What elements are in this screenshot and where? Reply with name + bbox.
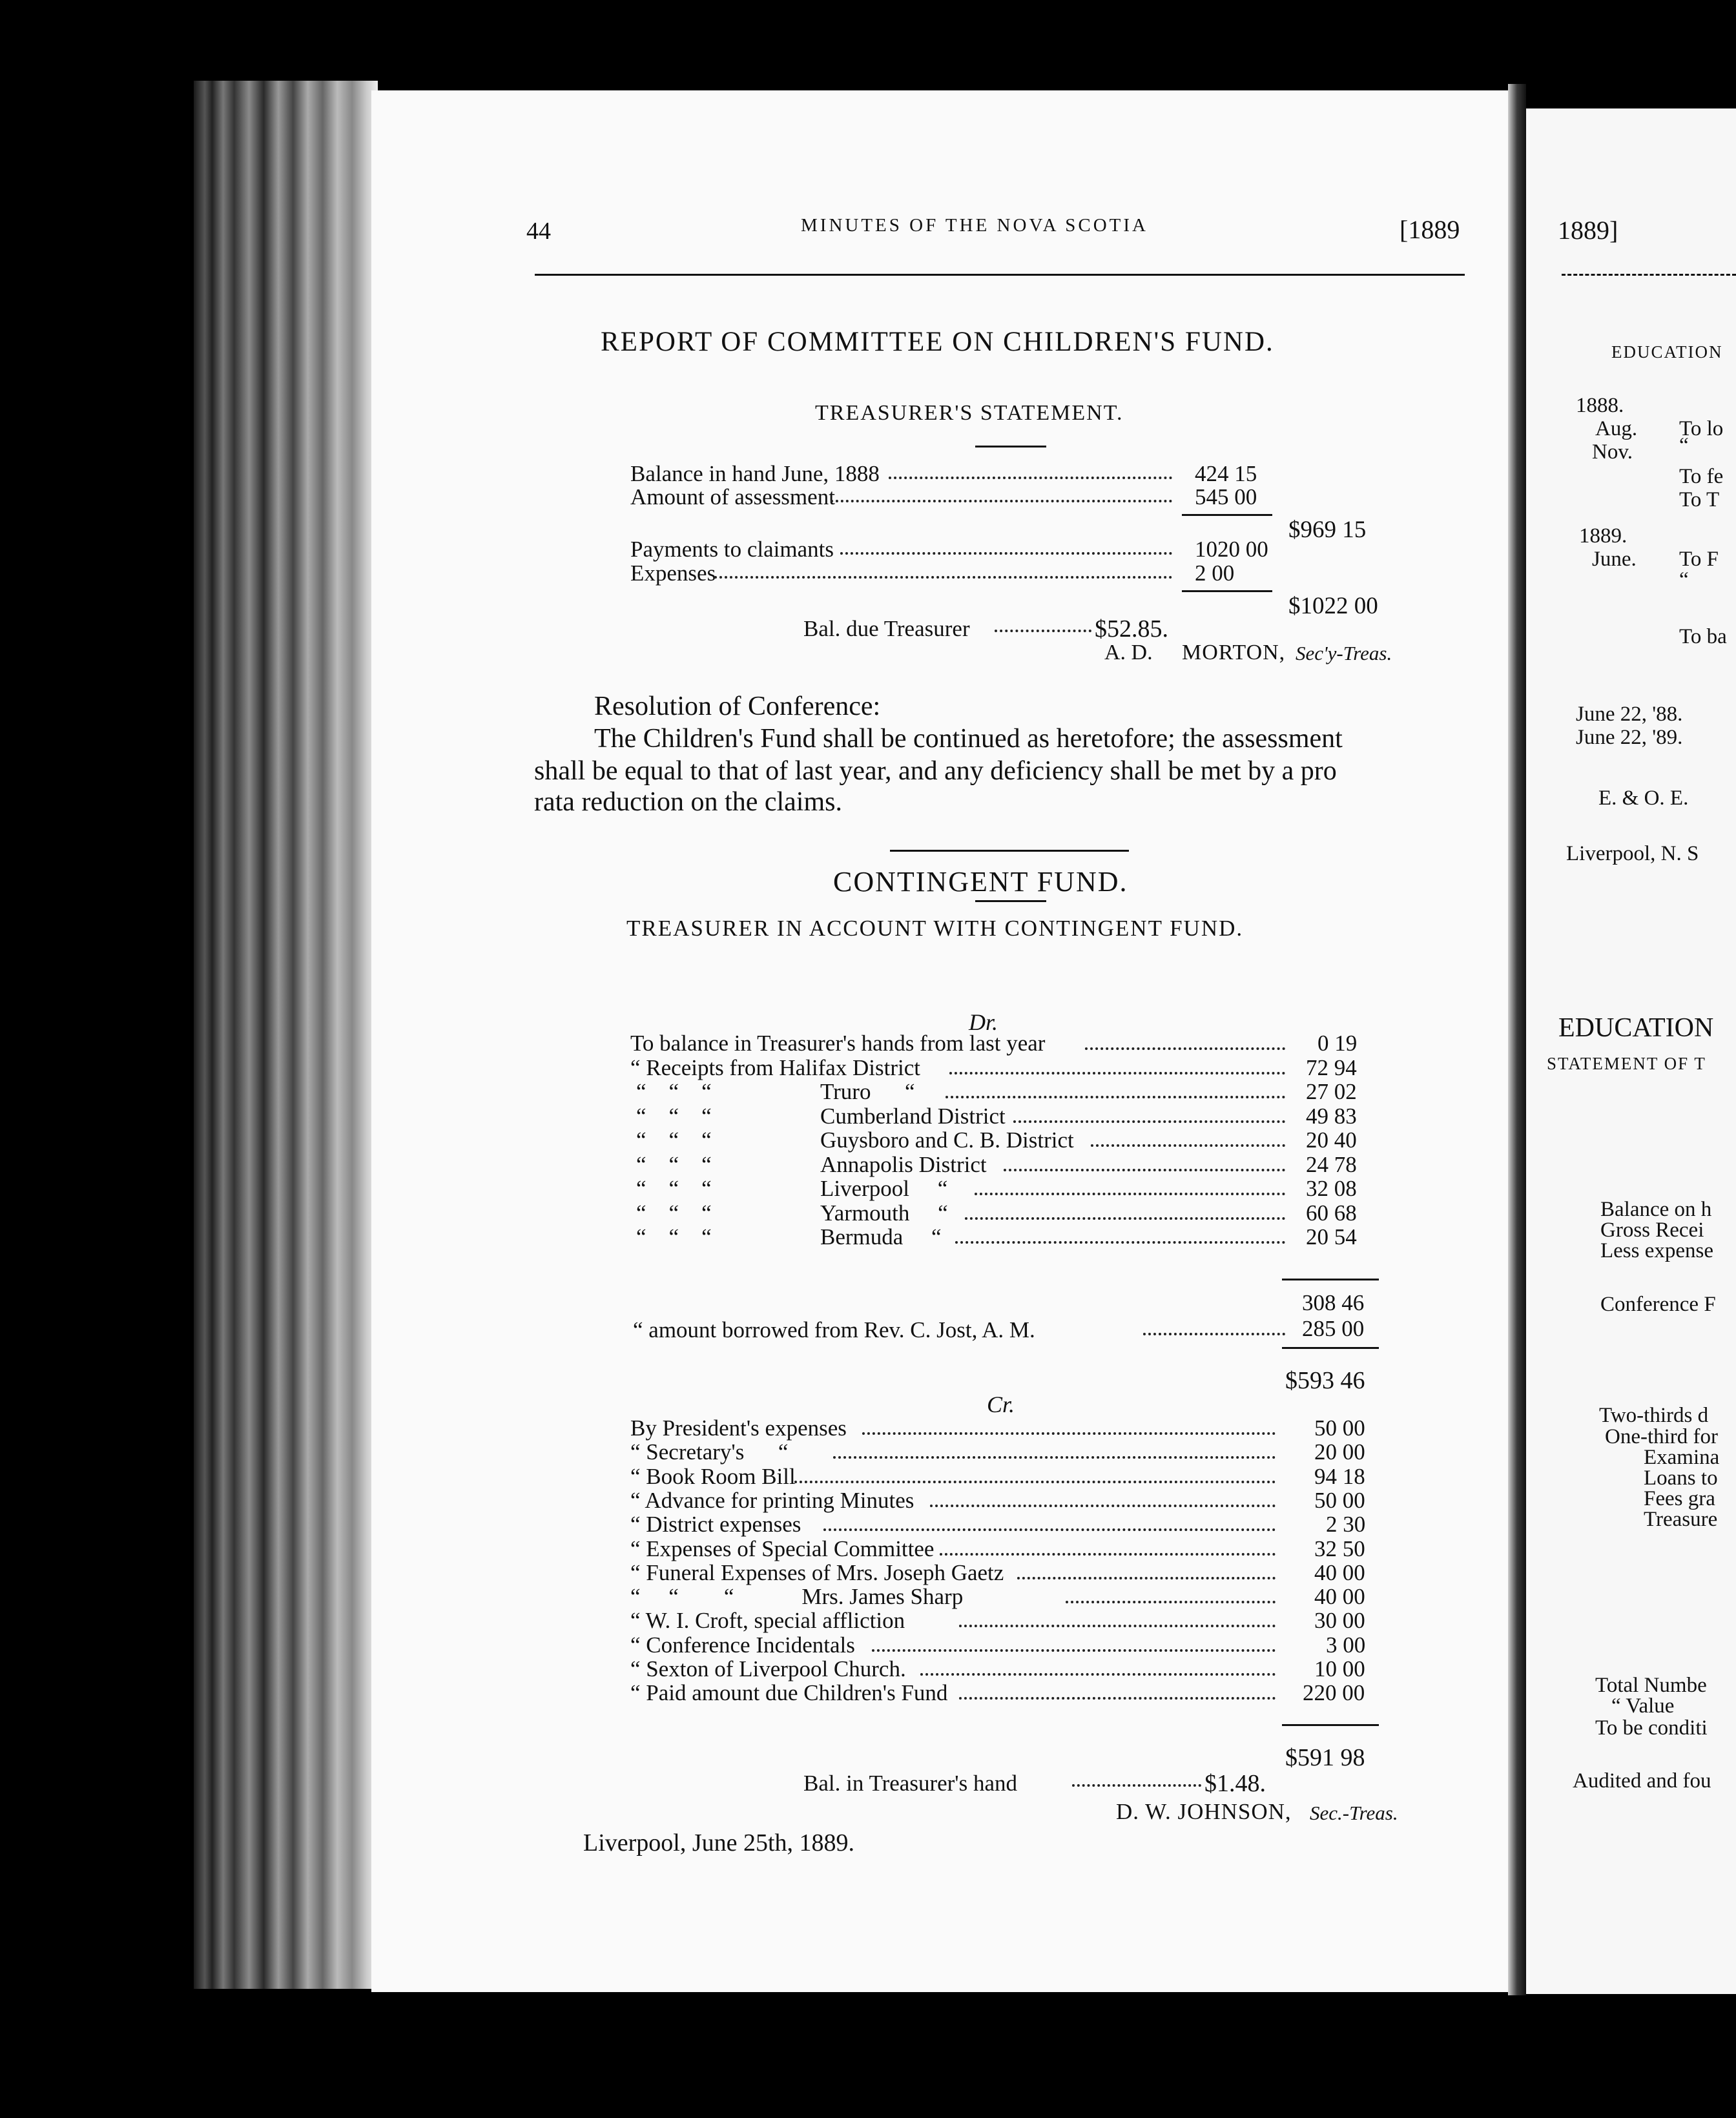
cr-entry-amount: 30 00 (1314, 1608, 1365, 1634)
ditto-marks: “ “ “ (636, 1127, 712, 1153)
right-page-line: Total Numbe (1595, 1674, 1707, 1697)
cr-entry-amount: 94 18 (1314, 1463, 1365, 1489)
running-head: MINUTES OF THE NOVA SCOTIA (801, 215, 1148, 236)
right-page-line: June 22, '88. (1576, 703, 1683, 726)
borrowed-amount: 285 00 (1302, 1316, 1365, 1341)
right-page-line: Less expense (1600, 1239, 1714, 1262)
page-edges (194, 81, 378, 1989)
dr-entry-amount: 20 54 (1306, 1224, 1357, 1249)
leader (975, 1193, 1285, 1195)
right-page-line: 1889. (1579, 524, 1628, 548)
ditto-marks: “ “ “ (636, 1224, 712, 1249)
dr-entry-label: Liverpool “ (820, 1176, 948, 1201)
cr-entry-label: “ Paid amount due Children's Fund (630, 1680, 948, 1706)
right-page-line: Aug. (1595, 417, 1638, 440)
leader (833, 1456, 1276, 1459)
leader (949, 1072, 1285, 1074)
leader (1072, 1784, 1201, 1787)
cr-entry-amount: 50 00 (1314, 1487, 1365, 1513)
dr-subtotal: 308 46 (1302, 1290, 1365, 1315)
right-page-line: Two-thirds d (1599, 1404, 1709, 1427)
ditto-marks: “ “ “ (636, 1151, 712, 1177)
bal-in-hand-amount: $1.48. (1204, 1770, 1266, 1797)
cr-entry-label: “ Sexton of Liverpool Church. (630, 1656, 906, 1681)
cr-entry-amount: 40 00 (1314, 1559, 1365, 1585)
leader (1085, 1047, 1285, 1050)
right-page-line: Fees gra (1644, 1487, 1715, 1510)
statement-label: Amount of assessment (630, 484, 835, 509)
cr-entry-label: “ Book Room Bill (630, 1463, 796, 1489)
right-page-line: 1888. (1576, 394, 1624, 417)
cr-total-rule (1282, 1724, 1379, 1726)
right-page-line: “ (1679, 434, 1689, 457)
right-page-line: Examina (1644, 1446, 1720, 1469)
signature-name: MORTON, (1182, 641, 1286, 664)
leader (831, 500, 1172, 502)
right-page-line: Nov. (1592, 440, 1633, 464)
dr-entry-amount: 60 68 (1306, 1200, 1357, 1226)
cr-entry-amount: 20 00 (1314, 1439, 1365, 1465)
right-page-line: E. & O. E. (1598, 787, 1689, 810)
cr-entry-label: “ Conference Incidentals (630, 1632, 855, 1658)
subtotal-rule (1282, 1279, 1379, 1280)
resolution-line-3: rata reduction on the claims. (534, 787, 842, 817)
dr-entry-label: To balance in Treasurer's hands from last year (630, 1031, 1046, 1056)
right-header-rule (1562, 274, 1736, 276)
cr-entry-label: “ Expenses of Special Committee (630, 1536, 935, 1561)
statement-label: Expenses (630, 560, 716, 586)
sig2-role: Sec.-Treas. (1310, 1802, 1398, 1824)
right-page-line: Conference F (1600, 1293, 1716, 1316)
treasurer-heading: TREASURER'S STATEMENT. (815, 401, 1124, 425)
year-tag: [1889 (1400, 215, 1460, 244)
right-page-line: Gross Recei (1600, 1218, 1704, 1242)
right-page-line: “ (1679, 568, 1689, 591)
leader (889, 477, 1172, 479)
cr-entry-amount: 3 00 (1326, 1632, 1366, 1658)
right-page-line: To ba (1679, 625, 1727, 648)
right-page-line: Treasure (1644, 1508, 1718, 1531)
statement-subtotal: $969 15 (1288, 517, 1367, 543)
leader (946, 1096, 1285, 1098)
ditto-marks: “ “ “ (636, 1176, 712, 1201)
leader (1066, 1601, 1276, 1603)
leader (794, 1481, 1276, 1483)
signature-initials: A. D. (1104, 641, 1153, 664)
right-page-line: Audited and fou (1573, 1769, 1711, 1793)
statement-amount: 424 15 (1195, 461, 1257, 486)
dr-total: $593 46 (1285, 1367, 1365, 1394)
ditto-marks: “ “ “ (636, 1079, 712, 1104)
resolution-line-1: The Children's Fund shall be continued as heretofore; the assessment (594, 724, 1343, 754)
signature-role: Sec'y-Treas. (1296, 642, 1392, 664)
right-page-line: “ Value (1611, 1694, 1675, 1718)
leader (862, 1432, 1276, 1435)
leader (840, 552, 1172, 555)
right-page-line: To lo (1679, 417, 1724, 440)
dr-entry-amount: 72 94 (1306, 1054, 1357, 1080)
cr-entry-amount: 50 00 (1314, 1415, 1365, 1441)
cr-entry-amount: 40 00 (1314, 1584, 1365, 1610)
right-page-line: EDUCATION (1611, 342, 1723, 362)
right-page-line: Loans to (1644, 1466, 1718, 1490)
bal-due-amount: $52.85. (1095, 615, 1168, 643)
right-page-line: June. (1592, 548, 1637, 571)
leader (959, 1625, 1276, 1627)
cr-entry-label: By President's expenses (630, 1415, 847, 1441)
cr-entry-label: “ “ “ Mrs. James Sharp (630, 1584, 964, 1610)
leader (823, 1528, 1276, 1531)
resolution-heading: Resolution of Conference: (594, 692, 881, 721)
dr-entry-label: Guysboro and C. B. District (820, 1127, 1074, 1153)
right-page-line: To fe (1679, 465, 1724, 488)
dr-entry-amount: 27 02 (1306, 1079, 1357, 1104)
statement-label: Payments to claimants (630, 537, 834, 562)
bal-in-hand-label: Bal. in Treasurer's hand (803, 1771, 1017, 1796)
total-rule (1282, 1347, 1379, 1349)
dr-entry-amount: 20 40 (1306, 1127, 1357, 1153)
cr-entry-label: “ Funeral Expenses of Mrs. Joseph Gaetz (630, 1559, 1004, 1585)
leader (955, 1241, 1285, 1244)
leader (995, 630, 1091, 632)
dr-entry-label: Yarmouth “ (820, 1200, 948, 1226)
contingent-subtitle: TREASURER IN ACCOUNT WITH CONTINGENT FUND. (626, 916, 1244, 941)
right-page-line: June 22, '89. (1576, 726, 1683, 749)
cr-entry-amount: 32 50 (1314, 1536, 1365, 1561)
bal-due-label: Bal. due Treasurer (803, 616, 970, 641)
dr-entry-amount: 24 78 (1306, 1151, 1357, 1177)
statement-amount: 1020 00 (1195, 537, 1268, 562)
leader (940, 1553, 1276, 1556)
contingent-title: CONTINGENT FUND. (833, 866, 1128, 898)
leader (930, 1505, 1276, 1507)
title-rule (975, 900, 1046, 902)
dr-entry-amount: 0 19 (1318, 1031, 1358, 1056)
leader (920, 1673, 1276, 1676)
resolution-line-2: shall be equal to that of last year, and any deficiency shall be met by a pro (534, 756, 1337, 786)
ditto-marks: “ “ “ (636, 1103, 712, 1129)
right-page-line: To F (1679, 548, 1719, 571)
right-page-line: Balance on h (1600, 1198, 1712, 1221)
leader (1004, 1169, 1285, 1171)
right-page-line: Liverpool, N. S (1566, 842, 1699, 865)
section-rule (890, 850, 1129, 852)
cr-entry-label: “ District expenses (630, 1512, 801, 1537)
ditto-marks: “ “ “ (636, 1200, 712, 1226)
right-page-line: To be conditi (1595, 1716, 1708, 1740)
sig2-name: D. W. JOHNSON, (1116, 1799, 1292, 1824)
cr-entry-label: “ Advance for printing Minutes (630, 1487, 914, 1513)
right-page-line: One-third for (1605, 1425, 1719, 1448)
report-title: REPORT OF COMMITTEE ON CHILDREN'S FUND. (601, 327, 1274, 357)
book-gutter (1508, 84, 1526, 1995)
dr-entry-label: Cumberland District (820, 1103, 1006, 1129)
header-rule (535, 274, 1465, 276)
cr-entry-amount: 2 30 (1326, 1512, 1366, 1537)
dr-label: Dr. (969, 1009, 998, 1035)
leader (1017, 1577, 1276, 1579)
statement-label: Balance in hand June, 1888 (630, 461, 880, 486)
cr-entry-amount: 220 00 (1303, 1680, 1365, 1706)
leader (965, 1217, 1285, 1220)
subtotal-rule (1182, 590, 1272, 592)
leader (1143, 1333, 1285, 1335)
statement-amount: 2 00 (1195, 560, 1235, 586)
page-number: 44 (526, 218, 551, 245)
statement-amount: 545 00 (1195, 484, 1257, 509)
leader (872, 1649, 1276, 1652)
subtotal-rule (1182, 514, 1272, 516)
leader (959, 1697, 1276, 1700)
leader (1091, 1144, 1285, 1147)
borrowed-label: “ amount borrowed from Rev. C. Jost, A. M. (633, 1317, 1035, 1342)
right-page-line: To T (1679, 488, 1720, 511)
heading-rule (975, 446, 1046, 447)
dr-entry-label: Truro “ (820, 1079, 915, 1104)
dr-entry-amount: 49 83 (1306, 1103, 1357, 1129)
dr-entry-label: Annapolis District (820, 1151, 987, 1177)
cr-entry-amount: 10 00 (1314, 1656, 1365, 1681)
dr-entry-label: Bermuda “ (820, 1224, 942, 1249)
cr-total: $591 98 (1285, 1744, 1365, 1771)
right-page-line: STATEMENT OF T (1547, 1054, 1706, 1073)
statement-subtotal: $1022 00 (1288, 593, 1378, 619)
dr-entry-amount: 32 08 (1306, 1176, 1357, 1201)
right-page-line: EDUCATION (1558, 1013, 1714, 1043)
leader (1013, 1120, 1285, 1123)
cr-entry-label: “ W. I. Croft, special affliction (630, 1608, 905, 1634)
leader (714, 576, 1172, 579)
cr-label: Cr. (987, 1392, 1015, 1417)
place-date: Liverpool, June 25th, 1889. (583, 1829, 855, 1856)
dr-entry-label: “ Receipts from Halifax District (630, 1054, 921, 1080)
right-year-tag: 1889] (1558, 216, 1618, 245)
cr-entry-label: “ Secretary's “ (630, 1439, 789, 1465)
